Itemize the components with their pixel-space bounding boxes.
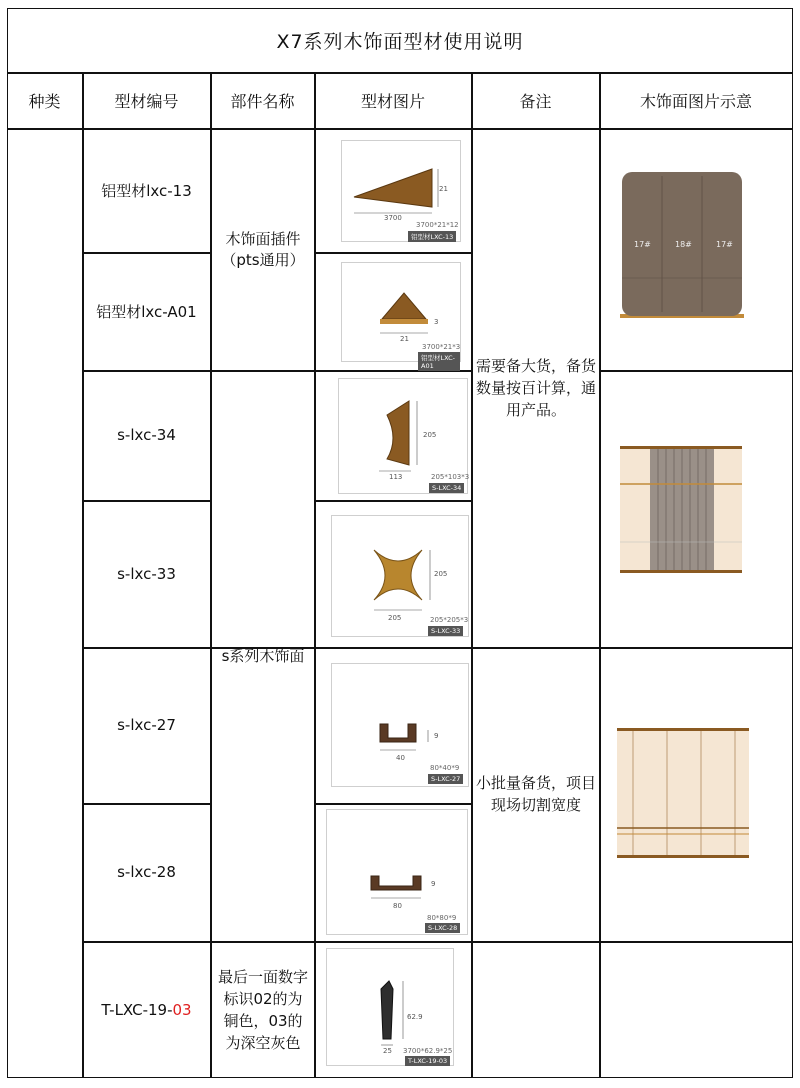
code-cell bbox=[82, 941, 211, 1078]
profile-image-s-lxc-27 bbox=[331, 663, 469, 787]
dimension-label: 205 bbox=[423, 431, 437, 439]
panel-label: 18# bbox=[675, 240, 692, 249]
profile-tag: S-LXC-34 bbox=[429, 483, 464, 493]
dimension-label: 3 bbox=[434, 318, 439, 326]
header-code: 型材编号 bbox=[114, 91, 179, 111]
profile-image-s-lxc-28 bbox=[326, 809, 468, 935]
page-title: X7系列木饰面型材使用说明 bbox=[276, 30, 524, 53]
panel-label: 17# bbox=[716, 240, 733, 249]
header-category: 种类 bbox=[28, 91, 61, 111]
divider bbox=[471, 72, 473, 1078]
code-cell: s-lxc-33 bbox=[117, 564, 176, 583]
size-caption: 3700*62.9*25 bbox=[403, 1047, 453, 1055]
grid-panel-diagram bbox=[617, 728, 749, 858]
dimension-label: 9 bbox=[431, 880, 436, 888]
size-caption: 80*80*9 bbox=[427, 914, 457, 922]
code-cell: s-lxc-34 bbox=[117, 426, 176, 444]
dimension-label: 40 bbox=[396, 754, 405, 762]
dimension-label: 62.9 bbox=[407, 1013, 423, 1021]
code-cell: 铝型材lxc-A01 bbox=[96, 302, 197, 321]
divider bbox=[315, 803, 472, 805]
profile-image-lxc-13 bbox=[341, 140, 461, 242]
profile-tag: T-LXC-19-03 bbox=[405, 1056, 450, 1066]
wood-panel-preview-2 bbox=[620, 446, 742, 576]
divider bbox=[315, 500, 472, 502]
dimension-label: 9 bbox=[434, 732, 439, 740]
wood-panel-preview-3 bbox=[617, 728, 749, 858]
size-caption: 205*205*3 bbox=[430, 616, 469, 624]
part-s-series: s系列木饰面 bbox=[221, 647, 305, 665]
remark-bulk: 需要备大货，备货数量按百计算，通用产品。 bbox=[476, 356, 597, 419]
part-insert: 木饰面插件（pts通用） bbox=[221, 230, 305, 269]
code-cell: s-lxc-27 bbox=[117, 716, 176, 734]
panel-label: 17# bbox=[634, 240, 651, 249]
dimension-label: 21 bbox=[439, 185, 448, 193]
profile-tag: 铝型材LXC-13 bbox=[408, 231, 456, 242]
part-last: 最后一面数字标识02的为铜色，03的为深空灰色 bbox=[218, 967, 309, 1052]
dimension-label: 25 bbox=[383, 1047, 392, 1055]
size-caption: 205*103*3 bbox=[431, 473, 470, 481]
dimension-label: 205 bbox=[434, 570, 448, 578]
dimension-label: 3700 bbox=[384, 214, 402, 222]
dimension-label: 21 bbox=[400, 335, 409, 343]
header-preview: 木饰面图片示意 bbox=[639, 91, 752, 111]
profile-image-lxc-a01 bbox=[341, 262, 461, 370]
divider bbox=[314, 72, 316, 1078]
header-remark: 备注 bbox=[519, 91, 552, 111]
code-cell: s-lxc-28 bbox=[117, 863, 176, 881]
size-caption: 3700*21*12 bbox=[416, 221, 459, 229]
profile-image-t-lxc-19 bbox=[326, 948, 454, 1066]
divider bbox=[599, 72, 601, 1078]
code-suffix: 03 bbox=[172, 1000, 192, 1019]
profile-tag: S-LXC-28 bbox=[425, 923, 460, 933]
slatted-panel-diagram bbox=[620, 446, 742, 576]
code-cell: 铝型材lxc-13 bbox=[101, 181, 192, 200]
dimension-label: 80 bbox=[393, 902, 402, 910]
code-prefix: T-LXC-19- bbox=[101, 1000, 173, 1019]
dimension-label: 113 bbox=[389, 473, 403, 481]
profile-image-s-lxc-33 bbox=[331, 515, 469, 637]
wood-panel-preview-1 bbox=[620, 168, 744, 320]
profile-tag: S-LXC-33 bbox=[428, 626, 463, 636]
size-caption: 3700*21*3 bbox=[422, 343, 461, 351]
divider bbox=[315, 252, 472, 254]
profile-tag: S-LXC-27 bbox=[428, 774, 463, 784]
profile-image-s-lxc-34 bbox=[338, 378, 468, 494]
remark-small: 小批量备货，项目现场切割宽度 bbox=[476, 774, 597, 814]
header-image: 型材图片 bbox=[360, 91, 425, 111]
dimension-label: 205 bbox=[388, 614, 402, 622]
size-caption: 80*40*9 bbox=[430, 764, 460, 772]
profile-tag: 铝型材LXC-A01 bbox=[418, 352, 460, 371]
divider bbox=[600, 370, 793, 372]
header-part: 部件名称 bbox=[230, 91, 295, 111]
